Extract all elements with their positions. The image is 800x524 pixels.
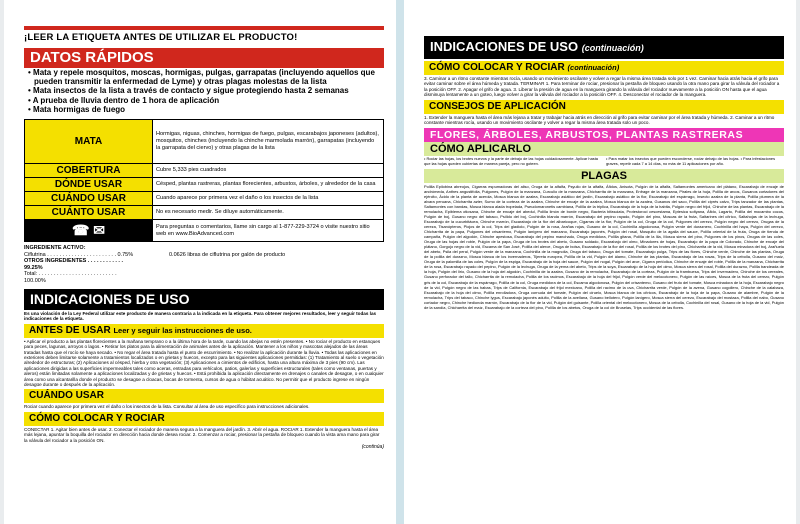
aplicarlo-row	[424, 157, 784, 166]
como-text: CONECTAR 1. Agitar bien antes de usar. 2. Conectar el rociador de manera segura a la manguera del jardín. 3. Abrir el agua. ROCIAR 1. Extender la manguera hasta el área más lejana, apuntar la boquilla del rociador en dirección hacia donde desea rociar. 2. Comenzar a rociar, presionar la pestaña de bloqueo cuando la vista ama mano para girar la válvula del rociador a la posición ON.	[24, 426, 380, 443]
continua-note: (continúa)	[361, 444, 384, 451]
antes-de-usar-header	[24, 324, 384, 338]
bullet-item: • Mata insectos de la lista a través de contacto y sigue protegiendo hasta 2 semanas	[28, 86, 349, 96]
ingredient-line: Total: . . . . . . . . . . . . . . . . . . . . . . . . . . 100.00%	[24, 271, 117, 284]
table-label: MATA	[25, 120, 153, 164]
indicaciones-text: Es una violación de la Ley Federal utilizar este producto de manera contraria a la indicada en la etiqueta. Para obtener mejores resultados, leer y seguir todas las indicaciones de la etiqueta.	[24, 311, 377, 322]
indicaciones-cont-header	[424, 36, 784, 59]
table-row	[25, 206, 384, 220]
left-label-page	[4, 0, 396, 524]
como-cont-text: 3. Caminar a un ritmo constante mientras rocía, usando un movimiento oscilante y volver a regar la misma área tratada solo por 1 vez. Caminar hacia atrás hacia el grifo para evitar caminar sobre el área húmeda y tratada. TERMINAR 1. Para terminar de rociar, presionar la pestaña de bloqueo usando la otra mano para girar la válvula del rociador a la posición OFF. 2. Apagar el grifo de agua. 3. Liberar la presión de agua en la manguera girando la válvula del rociador nuevamente a la posición ON hasta que el agua disminuya lentamente a un goteo, luego volver a girar la válvula del rociador a la posición OFF. 4. Desconectar el rociador de la manguera.	[424, 76, 780, 98]
table-label: COBERTURA	[25, 164, 153, 178]
table-row	[25, 120, 384, 164]
phone-mail-icon: ☎ ✉	[25, 220, 153, 242]
table-value: Hormigas, niguas, chinches, hormigas de fuego, pulgas, escarabajos japoneses (adultos), mosquitos, chinches (incluyendo la chinche marmolada marrón), garrapatas (incluyendo la garrapata del ciervo) y otras plagas de la lista	[153, 120, 384, 164]
ingredient-line: Ciflutrina . . . . . . . . . . . . . . . . . . . . . . . 0.75%	[24, 251, 134, 258]
continuacion-label: (continuación)	[581, 43, 644, 53]
ingredient-line: OTROS INGREDIENTES . . . . . . . . . . . . 99.25%	[24, 258, 124, 271]
datos-rapidos-header: DATOS RÁPIDOS	[24, 48, 384, 68]
table-label: DÓNDE USAR	[25, 178, 153, 192]
read-label-warning: ¡LEER LA ETIQUETA ANTES DE UTILIZAR EL PRODUCTO!	[24, 32, 298, 43]
como-colocar-header: CÓMO COLOCAR Y ROCIAR	[24, 412, 384, 426]
table-row	[25, 178, 384, 192]
table-value: No es necesario medir. Se diluye automáticamente.	[153, 206, 384, 220]
antes-subtitle: Leer y seguir las instrucciones de uso.	[113, 325, 252, 335]
table-label: CUÁNDO USAR	[25, 192, 153, 206]
aplicarlo-left: • Rociar las hojas, los brotes nuevos y la parte de debajo de las hojas cuidadosamente. Aplicar hasta que las hojas queden cubiertas de manera pareja, pero no goteen.	[424, 156, 598, 167]
ingredient-note: 0.0626 libras de ciflutrina por galón de producto	[169, 252, 286, 259]
table-row	[25, 220, 384, 242]
right-label-page	[404, 0, 796, 524]
table-label: CUÁNTO USAR	[25, 206, 153, 220]
antes-text: • Aplicar el producto a las plantas florecientes a la mañana temprano o a la última hora de la tarde, cuando las abejas no estén presentes. • No rociar el producto en estanques para peces, lagunas, arroyos o lagos. • Retirar los platos para la alimentación de animales antes de la aplicación. Mantener a los niños y mascotas alejados de las áreas tratadas hasta que el rocío se haya secado. • No regar el área tratada hasta el punto de escurrimiento. • No realizar la aplicación durante la lluvia. • Todas las aplicaciones en exteriores deben limitarse solamente a tratamientos localizados o en grietas y huecos, excepto para las siguientes aplicaciones permitidas: (1) Tratamiento al suelo o vegetación alrededor de estructuras; (2) Aplicaciones al césped, hierba y otra vegetación; (3) Aplicaciones a cimientos de edificios, hasta una altura máxima de 3 pies (90 cm). Las aplicaciones dirigidas a las superficies impermeables tales como aceras, entradas para vehículos, patios, galerías y superficies estructurales (tales como ventanas, puertas y aleros) están limitadas solamente a aplicaciones localizadas y de grietas y huecos. • Está prohibida la aplicación directamente en drenajes o canales de desagüe, o en cualquier área como una alcantarilla donde el producto se desagüe a cloacas, bocas de tormenta, cursos de agua o hábitat acuático. No permitir que el producto ingrese en ningún desagüe durante o después de la aplicación.	[24, 338, 384, 388]
como-title: CÓMO COLOCAR Y ROCIAR	[429, 62, 565, 73]
cuando-usar-header: CUÁNDO USAR	[24, 389, 384, 403]
indicaciones-title: INDICACIONES DE USO	[430, 39, 579, 54]
top-red-rule	[24, 26, 384, 30]
table-value: Cuando aparece por primera vez el daño o los insectos de la lista	[153, 192, 384, 206]
table-row	[25, 192, 384, 206]
bullet-item: • Mata y repele mosquitos, moscas, hormigas, pulgas, garrapatas (incluyendo aquellos que pueden transmitir la enfermedad de Lyme) y otras plagas molestas de la lista	[28, 68, 375, 87]
plagas-list: Polilla Epilobina abreojos, Cigarras espumadoras del aliso, Oruga de la alfalfa, Psyuilo de la alfalfa, Áfidos, Anisota, Pulgón de la alfalfa, Saltamontes americano del plátano, Escarabajo de encaje de andrómeda, Anthes angustifolia, Pulgones, Pulgón de la manzana, Curculio de la manzana, Chicharrita de la manzana, Enfrage de la manzana, Pirales de la hoja, Polilla de arcos, Gusanos cortadores del ejército, Ácido de la planta de acerola, Mosca blanca de azalea, Escarabajo asiático del jardín, Escarabajo asiático de la flor, Escarabajo del espárrago, Insecto azalea de la planta, Polilla plumera de la alvara peruana, Chicharrita azter, Sumo de la corteza de la azalea, Chinche de encaje de la azalea, Mosca blanca de la azalea, Gusanos del saco, Polilla del ciprés calvo, Trips tanzador de las plantas, Saltamontes con bandas, Mosca blanca alada tropelada, Pseudomaronetis cambiana, Polilla de la triplica, Escarabajo de la hoja de la habita, Pulgón negro del frijol, Chinche de las plantas, Escarabajo de la remolacha, Epiblema otiosana, Chinche de encaje del abedul, Polilla limón de borde negro, Bacteria bifasciata, Protestoroci cescestama, Eptesica soltyana, Áfido, Lagarto, Polilla del mocambo cocos, Pulgón de boj, Gusano negro del tabaco, Psílido del boj, Cochinilla blanda marrón, Escarabajo del pepino rayado, Pulgón del pino, Moscas de la fruta, Saltarines del cítrico, Saltahojas de la lechuga, Escarabajo de la cucurbitácea, Chinche marrón, Escarabajo de la flor del albaricoque, Cigarras de la flor, Pulgón de la col, Oruga de la col, Pulgones del cerezo, Pulgón negro del cerezo, Orugas de la cereza, Tisanópteros, Piojos de la col, Trips del gladiolo, Pulgón de la rosa, Arañas rojas, Gusano de la col, Cochinilla algodonosa, Pulgón verde del duraznero, Cochinilla del haya, Pulgón del cerezo, Chicharrita de la papa, Pulgones del crisantemo, Pulgón lanígero del manzano, Escarabajo japonés, Pulgón del rosal, Mosquito de la agalla del sauce, Polilla oriental de la fruta, Oruga de tienda de campaña, Pulgón del algodón, Chinche apestosa, Escarabajo del pepino manchado, Oruga medidora, Polilla gitana, Polilla de la lila, Mosca sierra del pino, Pulgones de los pinos, Orugas de las coles, Oruga de las hojas del roble, Pulgón de la papa, Oruga de los brotes del abeto, Gusano soldado, Escarabajo del olmo, Minadores de hojas, Escarabajo de la papa de Colorado, Chinche de encaje del plátano, Gorgojo negro de la vid, Escama de San José, Polilla del alerce, Oruga de bolsa, Escarabajo de la flor del rosal, Polilla de los brotes del pino, Chicharrita de la vid, Mosca minadora del boj, Arañuela del abeto, Psila del peral, Pulgón verde de la manzana, Cochinilla de la magnolia, Oruga del tabaco, Oruga del tomate, Escarabajo pulga, Trips de las flores, Chinche verde, Chinche de las plantas, Oruga de la polilla del durazno, Mosca blanca de los invernaderos, Tijereta europea, Polilla de la vid, Pulgón del álamo, Chinche de las plantas, Escarabajo de las rosas, Trips de la cebolla, Gusano del maíz, Oruga de la palomilla de las coles, Pulgón de la espiga, Escarabajo de la hoja del sauce, Pulgón del nogal, Pulgón del arce, Cigarra periódica, Chinche de encaje del roble, Polilla de la manzana, Chicharrita de la rosa, Escarabajo rayado del pepino, Pulgón de la lechuga, Oruga de la yema del abeto, Trips de la soya, Escarabajo de la hoja del olmo, Mosca sierra del rosal, Polilla del durazno, Polilla bandeada de la hoja, Pulgón del lirio, Gusano de la hoja del algodón, Cochinilla de la azalea, Gusano de la remolacha, Escarabajo de la corteza, Pulgón de la frambuesa, Trips del invernadero, Chinche de los cereales, Gusano perforador del tallo, Chicharrita de la remolacha, Polilla de los racimos, Escarabajo de la hoja del frijol, Pulgón verde del melocotonero, Pulgón de las raíces, Mosca de la fruta del cerezo, Pulgón gris de la col, Escarabajo de la espárrago, Polilla de la col, Oruga medidora de la col, Escama algodonosa, Pulgón del crisantemo, Gusano del fruto del tomate, Mosca minadora de la hoja, Escarabajo negro de la vid, Pulgón negro de las habas, Trips de California, Escarabajo del frijol mexicano, Polilla del racimo de la uva, Chicharrita verde, Pulgón de la avena, Gusano cogollero, Chinche de la calabaza, Escarabajo de la hoja del olmo, Polilla enrolladora, Oruga cornuda del tomate, Pulgón del ciruelo, Mosca blanca de los cítricos, Escarabajo de la hoja de la papa, Gusano de alambre, Pulgón de la remolacha, Trips del tabaco, Chinche lygus, Escarabajo japonés adulto, Polilla de la avellana, Gusano bellotero, Pulgón lanígero, Mosca sierra del cerezo, Escarabajo del mostaza, Polilla del nabo, Gusano cortador negro, Chinche hedionda marrón, Escarabajo de la flor de la vid, Pulgón del guisante, Polilla oriental del melocotonero, Mosca de la cebolla, Cochinilla del rosal, Gusano de la hoja de la vid, Pulgón de la sandía, Chicharrita del maíz, Escarabajo de la corteza del pino, Polilla de los abetos, Oruga de la col de Bruselas, Trips occidental de las flores.	[424, 183, 784, 310]
bullet-item: • A prueba de lluvia dentro de 1 hora de aplicación	[28, 95, 220, 105]
ingredient-title: INGREDIENTE ACTIVO:	[24, 245, 86, 252]
consejos-header: CONSEJOS DE APLICACIÓN	[424, 100, 784, 114]
indicaciones-header: INDICACIONES DE USO	[24, 289, 384, 310]
flores-header: FLORES, ÁRBOLES, ARBUSTOS, PLANTAS RASTRERAS	[424, 128, 784, 142]
antes-title: ANTES DE USAR	[29, 324, 111, 336]
table-row	[25, 164, 384, 178]
ingredients-block	[24, 245, 384, 284]
quick-facts-table	[24, 119, 384, 242]
table-value: Cubre 5,333 pies cuadrados	[153, 164, 384, 178]
bullet-list	[24, 68, 384, 114]
table-value: Césped, plantas rastreras, plantas florecientes, arbustos, árboles, y alrededor de la casa	[153, 178, 384, 192]
bullet-item: • Mata hormigas de fuego	[28, 104, 126, 114]
continuacion-label: (continuación)	[567, 63, 620, 72]
plagas-header: PLAGAS	[424, 169, 784, 183]
como-colocar-cont-header	[424, 61, 784, 75]
table-value: Para preguntas o comentarios, llame sin cargo al 1-877-229-3724 o visite nuestro sitio web en www.BioAdvanced.com	[153, 220, 384, 242]
como-aplicarlo-header: CÓMO APLICARLO	[424, 142, 784, 156]
page-gutter	[396, 0, 404, 524]
aplicarlo-right: • Para matar los insectos que pueden esconderse, rociar debajo de las hojas. • Para infestaciones graves, repetir cada 7 a 14 días, no más de 11 aplicaciones por año.	[606, 156, 776, 167]
cuando-text: Rociar cuando aparece por primera vez el daño o los insectos de la lista. Consultar al área de uso específico para instrucciones adicionales.	[24, 404, 310, 410]
consejos-text: 1. Extender la manguera hasta el área más lejana a tratar y trabajar hacia atrás en dirección al grifo para evitar caminar por el área tratada y húmeda. 2. Caminar a un ritmo constante mientras rocía, usando un movimiento oscilante y volver a regar la misma área tratada solo un poco.	[424, 114, 775, 126]
